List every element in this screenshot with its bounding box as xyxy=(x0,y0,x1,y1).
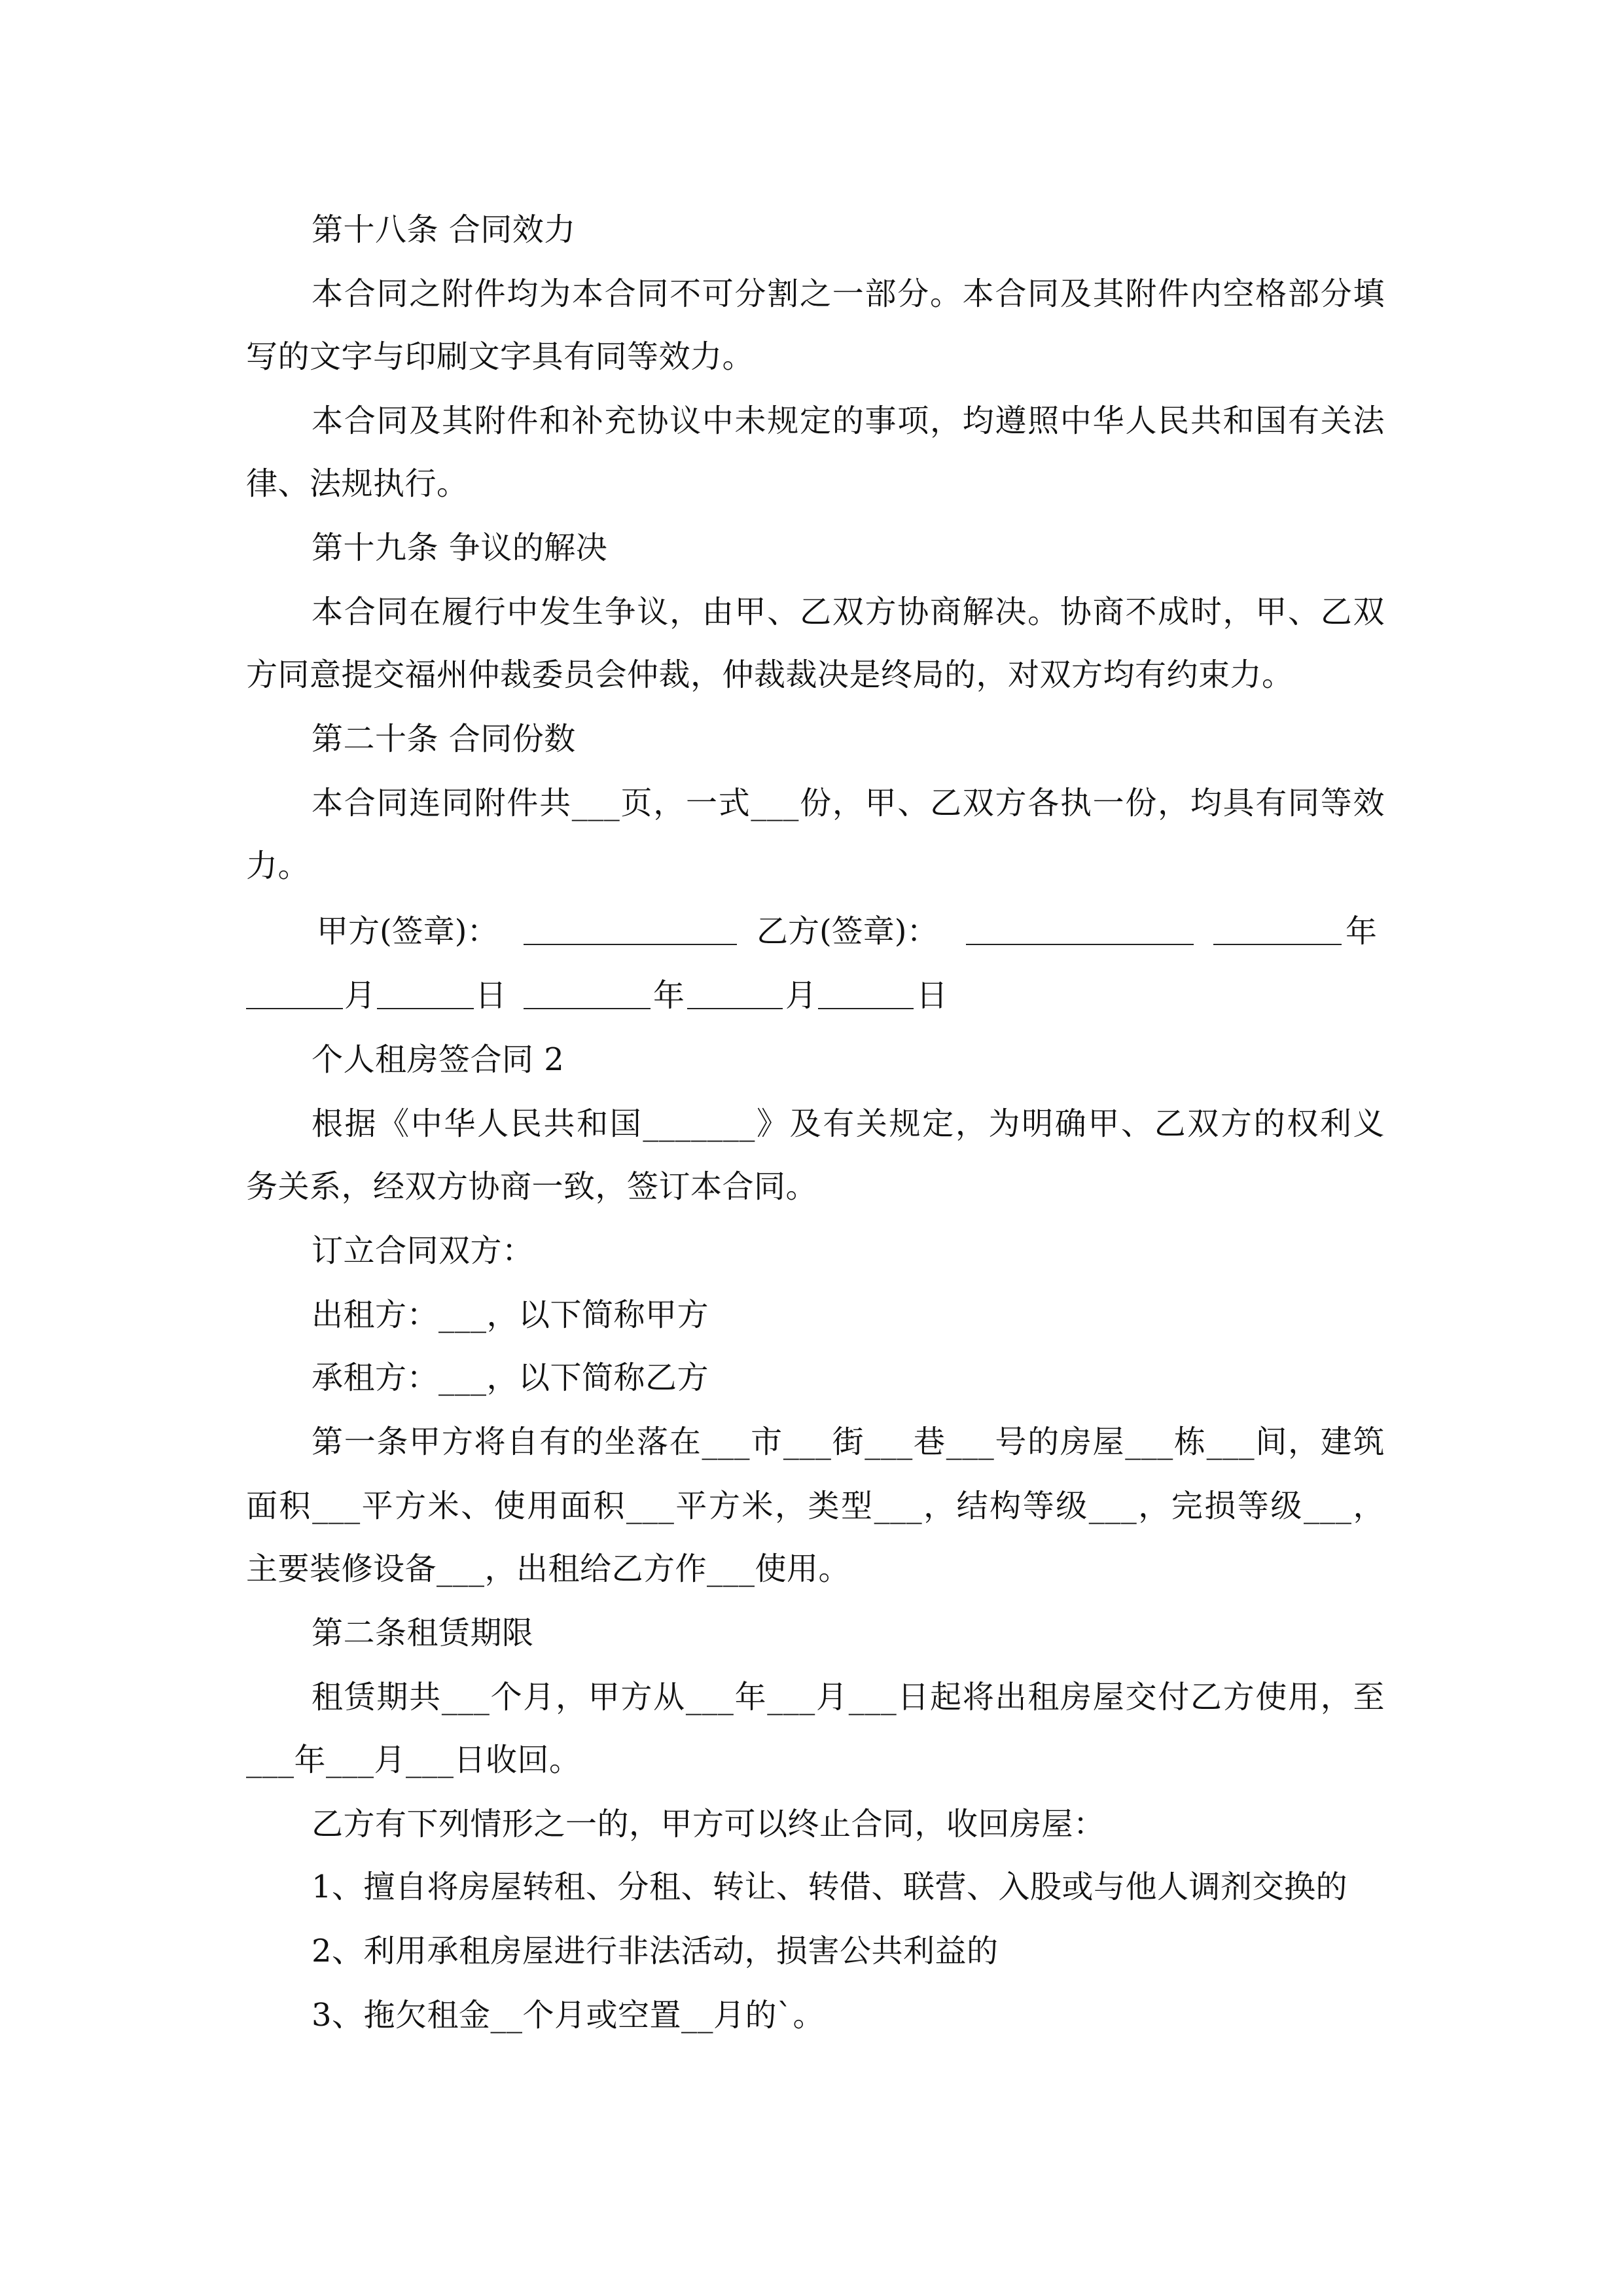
paragraph-line: 本合同连同附件共___页，一式___份，甲、乙双方各执一份，均具有同等效 xyxy=(312,785,1385,821)
list-item: 2、利用承租房屋进行非法活动，损害公共利益的 xyxy=(312,1933,999,1969)
section-heading-20: 第二十条 合同份数 xyxy=(312,721,576,757)
party-b-day-blank xyxy=(818,1008,914,1009)
paragraph-line: 主要装修设备___，出租给乙方作___使用。 xyxy=(246,1551,851,1587)
party-a-signature-blank xyxy=(524,944,737,945)
party-b-year-blank xyxy=(524,1008,651,1009)
paragraph-line: 务关系，经双方协商一致，签订本合同。 xyxy=(246,1168,818,1205)
lessor-line: 出租方：___，以下简称甲方 xyxy=(312,1297,709,1333)
paragraph-line: 本合同及其附件和补充协议中未规定的事项，均遵照中华人民共和国有关法 xyxy=(312,403,1385,439)
paragraph-line: 第一条甲方将自有的坐落在___市___街___巷___号的房屋___栋___间，建筑 xyxy=(312,1424,1385,1460)
paragraph-line: 本合同在履行中发生争议，由甲、乙双方协商解决。协商不成时，甲、乙双 xyxy=(312,594,1385,630)
party-a-year-blank xyxy=(1213,944,1342,945)
party-b-signature-blank xyxy=(966,944,1194,945)
paragraph-line: 本合同之附件均为本合同不可分割之一部分。本合同及其附件内空格部分填 xyxy=(312,276,1385,312)
paragraph-line: 力。 xyxy=(246,848,310,884)
section-heading-19: 第十九条 争议的解决 xyxy=(312,529,608,566)
party-a-day-blank xyxy=(377,1008,474,1009)
paragraph-line: 面积___平方米、使用面积___平方米，类型___，结构等级___，完损等级___， xyxy=(246,1488,1385,1524)
paragraph-line: 乙方有下列情形之一的，甲方可以终止合同，收回房屋： xyxy=(312,1806,1105,1842)
list-item: 3、拖欠租金__个月或空置__月的`。 xyxy=(312,1997,825,2034)
section-heading-term: 第二条租赁期限 xyxy=(312,1615,534,1651)
day-label: 日 xyxy=(916,977,948,1014)
year-label: 年 xyxy=(653,977,685,1014)
month-label: 月 xyxy=(785,977,817,1014)
party-a-signature-label: 甲方(签章)： xyxy=(317,913,499,950)
party-b-month-blank xyxy=(687,1008,783,1009)
list-item: 1、擅自将房屋转租、分租、转让、转借、联营、入股或与他人调剂交换的 xyxy=(312,1869,1348,1905)
month-label: 月 xyxy=(344,977,376,1014)
paragraph-line: 根据《中华人民共和国_______》及有关规定，为明确甲、乙双方的权利义 xyxy=(312,1105,1385,1142)
contract-title: 个人租房签合同 2 xyxy=(312,1041,565,1078)
party-a-month-blank xyxy=(246,1008,343,1009)
paragraph-line: 租赁期共___个月，甲方从___年___月___日起将出租房屋交付乙方使用，至 xyxy=(312,1679,1385,1715)
paragraph-line: 写的文字与印刷文字具有同等效力。 xyxy=(246,338,755,375)
day-label: 日 xyxy=(475,977,507,1014)
section-heading-18: 第十八条 合同效力 xyxy=(312,211,576,248)
party-b-signature-label: 乙方(签章)： xyxy=(757,913,938,950)
paragraph-line: 方同意提交福州仲裁委员会仲裁，仲裁裁决是终局的，对双方均有约束力。 xyxy=(246,656,1294,693)
paragraph-line: 订立合同双方： xyxy=(312,1232,534,1269)
lessee-line: 承租方：___，以下简称乙方 xyxy=(312,1359,709,1396)
paragraph-line: ___年___月___日收回。 xyxy=(246,1742,581,1778)
paragraph-line: 律、法规执行。 xyxy=(246,465,469,502)
year-label: 年 xyxy=(1346,913,1378,950)
